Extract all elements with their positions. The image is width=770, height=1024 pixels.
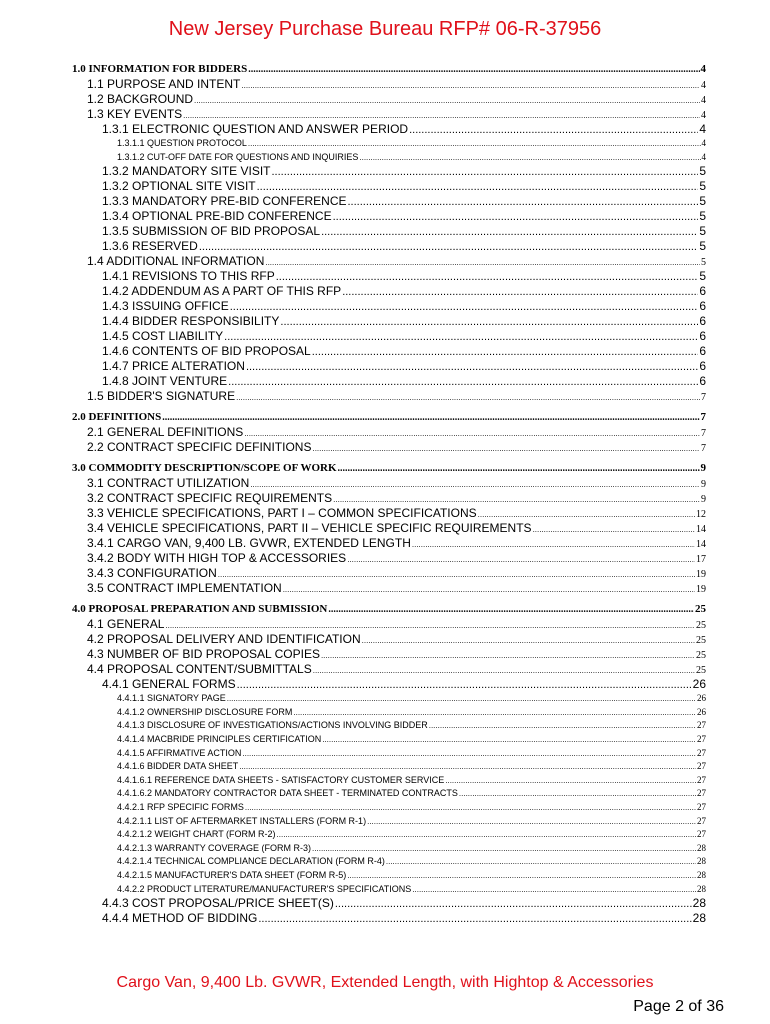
toc-entry-page: 12	[696, 509, 706, 521]
toc-entry	[72, 164, 706, 179]
toc-leader-dots	[347, 869, 696, 883]
toc-entry	[72, 551, 706, 566]
toc-entry	[72, 883, 706, 897]
toc-entry-page: 5	[699, 224, 706, 239]
toc-entry-page: 4	[701, 110, 706, 121]
toc-leader-dots	[165, 618, 695, 632]
toc-entry	[72, 389, 706, 404]
toc-entry-label: 2.1 GENERAL DEFINITIONS	[87, 425, 244, 440]
toc-leader-dots	[239, 760, 696, 774]
toc-entry	[72, 869, 706, 883]
toc-entry-label: 3.5 CONTRACT IMPLEMENTATION	[87, 581, 282, 596]
toc-entry-label: 1.3.1 ELECTRONIC QUESTION AND ANSWER PERIOD	[102, 122, 409, 136]
toc-entry-label: 4.4.1.3 DISCLOSURE OF INVESTIGATIONS/ACTIONS INVOLVING BIDDER	[117, 720, 428, 731]
toc-entry-page: 26	[697, 706, 706, 717]
toc-entry-label: 4.4.4 METHOD OF BIDDING	[102, 911, 258, 926]
toc-leader-dots	[283, 582, 695, 596]
toc-entry	[72, 617, 706, 632]
toc-entry-label: 4.4.1.6.1 REFERENCE DATA SHEETS - SATISFACTORY CUSTOMER SERVICE	[117, 774, 445, 785]
toc-entry-label: 4.1 GENERAL	[87, 617, 165, 632]
toc-leader-dots	[241, 78, 700, 92]
toc-entry	[72, 491, 706, 506]
toc-entry-label: 1.4.5 COST LIABILITY	[102, 329, 224, 344]
toc-leader-dots	[246, 360, 698, 374]
toc-entry	[72, 62, 706, 77]
toc-entry-label: 3.2 CONTRACT SPECIFIC REQUIREMENTS	[87, 491, 333, 506]
toc-entry	[72, 647, 706, 662]
toc-entry-label: 4.4.2.1.5 MANUFACTURER'S DATA SHEET (FORM R-5)	[117, 869, 347, 880]
toc-entry-page: 28	[692, 911, 706, 926]
toc-entry-label: 1.5 BIDDER'S SIGNATURE	[87, 389, 236, 404]
toc-entry-label: 1.3.6 RESERVED	[102, 239, 198, 254]
toc-entry-label: 3.1 CONTRACT UTILIZATION	[87, 476, 250, 491]
toc-entry-label: 1.4.6 CONTENTS OF BID PROPOSAL	[102, 344, 311, 359]
toc-entry-page: 27	[697, 774, 706, 785]
toc-leader-dots	[250, 477, 700, 491]
toc-leader-dots	[313, 663, 695, 677]
toc-entry-page: 6	[699, 359, 706, 374]
toc-entry-page: 25	[695, 603, 706, 616]
toc-entry-page: 4	[701, 95, 706, 106]
toc-entry-page: 28	[697, 883, 706, 894]
toc-entry-label: 1.2 BACKGROUND	[87, 92, 194, 106]
toc-leader-dots	[322, 733, 696, 747]
toc-entry-label: 4.4.2.2 PRODUCT LITERATURE/MANUFACTURER'S SPECIFICATIONS	[117, 883, 412, 894]
toc-entry-label: 1.4.8 JOINT VENTURE	[102, 374, 228, 389]
toc-leader-dots	[277, 828, 696, 842]
toc-entry-label: 1.3 KEY EVENTS	[87, 107, 183, 121]
toc-leader-dots	[224, 330, 698, 344]
toc-entry	[72, 774, 706, 788]
toc-entry	[72, 77, 706, 92]
toc-entry	[72, 692, 706, 706]
toc-entry-page: 5	[699, 269, 706, 284]
toc-entry-page: 27	[697, 733, 706, 744]
toc-leader-dots	[445, 774, 696, 788]
toc-entry	[72, 194, 706, 209]
toc-entry	[72, 107, 706, 122]
toc-leader-dots	[362, 633, 695, 647]
toc-entry	[72, 662, 706, 677]
toc-entry-label: 1.3.1.2 CUT-OFF DATE FOR QUESTIONS AND INQUIRIES	[117, 151, 359, 162]
toc-entry-page: 5	[699, 239, 706, 254]
toc-entry-label: 3.4.1 CARGO VAN, 9,400 LB. GVWR, EXTENDED LENGTH	[87, 536, 411, 551]
toc-leader-dots	[359, 151, 700, 165]
toc-entry-label: 4.4.1.5 AFFIRMATIVE ACTION	[117, 747, 242, 758]
toc-entry	[72, 344, 706, 359]
toc-entry-label: 3.0 COMMODITY DESCRIPTION/SCOPE OF WORK	[72, 462, 337, 475]
toc-entry-label: 1.4 ADDITIONAL INFORMATION	[87, 254, 265, 269]
toc-entry-page: 4	[701, 80, 706, 91]
toc-entry	[72, 239, 706, 254]
toc-entry-page: 4	[700, 63, 706, 75]
toc-entry-label: 1.4.1 REVISIONS TO THIS RFP	[102, 269, 275, 284]
toc-entry-page: 25	[696, 635, 706, 647]
toc-entry-label: 4.4.2.1.3 WARRANTY COVERAGE (FORM R-3)	[117, 842, 312, 853]
toc-entry	[72, 677, 706, 692]
toc-entry-page: 4	[701, 138, 706, 148]
toc-entry-label: 4.2 PROPOSAL DELIVERY AND IDENTIFICATION	[87, 632, 361, 647]
toc-entry	[72, 209, 706, 224]
toc-entry	[72, 329, 706, 344]
toc-entry-label: 2.0 DEFINITIONS	[72, 411, 162, 424]
toc-entry	[72, 461, 706, 476]
toc-entry-page: 27	[697, 720, 706, 731]
toc-entry-label: 1.3.2 MANDATORY SITE VISIT	[102, 164, 271, 179]
toc-leader-dots	[478, 507, 695, 521]
toc-leader-dots	[199, 240, 698, 254]
toc-entry-label: 3.4.2 BODY WITH HIGH TOP & ACCESSORIES	[87, 551, 347, 566]
toc-entry	[72, 747, 706, 761]
toc-leader-dots	[312, 441, 700, 455]
toc-leader-dots	[412, 883, 696, 897]
toc-entry-page: 4	[699, 122, 706, 136]
toc-entry	[72, 410, 706, 425]
toc-entry-page: 25	[696, 620, 706, 632]
toc-entry	[72, 787, 706, 801]
toc-leader-dots	[276, 270, 699, 284]
toc-entry	[72, 828, 706, 842]
toc-entry	[72, 896, 706, 911]
toc-leader-dots	[265, 255, 700, 269]
toc-entry-page: 26	[692, 677, 706, 692]
toc-leader-dots	[236, 390, 700, 404]
toc-entry-label: 1.3.3 MANDATORY PRE-BID CONFERENCE	[102, 194, 347, 209]
toc-leader-dots	[347, 552, 695, 566]
toc-entry-label: 3.4 VEHICLE SPECIFICATIONS, PART II – VEHICLE SPECIFIC REQUIREMENTS	[87, 521, 532, 536]
page-number: Page 2 of 36	[633, 998, 724, 1015]
toc-leader-dots	[367, 815, 696, 829]
toc-entry	[72, 581, 706, 596]
toc-entry	[72, 314, 706, 329]
document-footer-subtitle: Cargo Van, 9,400 Lb. GVWR, Extended Length, with Hightop & Accessories	[116, 974, 654, 991]
toc-entry-page: 27	[697, 747, 706, 758]
toc-entry-label: 4.4.1 GENERAL FORMS	[102, 677, 236, 692]
toc-entry-page: 19	[696, 584, 706, 596]
toc-entry-label: 4.4.1.1 SIGNATORY PAGE	[117, 693, 226, 704]
toc-entry-page: 9	[700, 462, 706, 475]
toc-entry-page: 7	[701, 392, 706, 404]
toc-leader-dots	[459, 787, 696, 801]
toc-leader-dots	[183, 108, 700, 122]
toc-entry-page: 14	[696, 524, 706, 536]
toc-entry	[72, 299, 706, 314]
toc-entry-label: 4.4 PROPOSAL CONTENT/SUBMITTALS	[87, 662, 312, 677]
toc-entry	[72, 269, 706, 284]
toc-entry	[72, 254, 706, 269]
toc-entry-page: 6	[699, 284, 706, 299]
toc-leader-dots	[242, 747, 696, 761]
toc-leader-dots	[342, 285, 698, 299]
table-of-contents	[72, 62, 706, 926]
toc-entry-page: 28	[697, 842, 706, 853]
toc-leader-dots	[335, 897, 692, 911]
toc-entry-label: 4.4.1.6 BIDDER DATA SHEET	[117, 761, 239, 772]
toc-entry	[72, 92, 706, 107]
toc-entry-page: 6	[699, 344, 706, 359]
toc-entry	[72, 632, 706, 647]
toc-entry-page: 27	[697, 829, 706, 840]
toc-entry-label: 4.4.2.1.2 WEIGHT CHART (FORM R-2)	[117, 829, 276, 840]
toc-entry	[72, 760, 706, 774]
toc-entry-page: 14	[696, 539, 706, 551]
toc-entry-page: 28	[692, 896, 706, 911]
toc-leader-dots	[248, 137, 701, 151]
toc-entry	[72, 842, 706, 856]
toc-entry-label: 4.4.1.2 OWNERSHIP DISCLOSURE FORM	[117, 706, 293, 717]
toc-entry-label: 1.1 PURPOSE AND INTENT	[87, 77, 241, 91]
toc-entry	[72, 151, 706, 165]
toc-leader-dots	[293, 706, 696, 720]
toc-entry-label: 4.4.2.1.4 TECHNICAL COMPLIANCE DECLARATION (FORM R-4)	[117, 856, 385, 867]
toc-entry-label: 3.4.3 CONFIGURATION	[87, 566, 217, 581]
toc-leader-dots	[237, 678, 692, 692]
toc-entry-page: 25	[696, 665, 706, 677]
toc-entry	[72, 440, 706, 455]
toc-leader-dots	[280, 315, 698, 329]
toc-leader-dots	[348, 195, 699, 209]
toc-entry-page: 6	[699, 314, 706, 329]
toc-entry-page: 5	[699, 179, 706, 194]
toc-entry	[72, 706, 706, 720]
toc-entry-label: 4.4.1.4 MACBRIDE PRINCIPLES CERTIFICATION	[117, 733, 322, 744]
toc-entry	[72, 506, 706, 521]
toc-entry	[72, 137, 706, 151]
toc-leader-dots	[244, 426, 700, 440]
toc-entry-label: 4.4.1.6.2 MANDATORY CONTRACTOR DATA SHEET - TERMINATED CONTRACTS	[117, 788, 458, 799]
toc-entry-page: 27	[697, 788, 706, 799]
toc-leader-dots	[227, 692, 696, 706]
toc-entry	[72, 733, 706, 747]
toc-entry-page: 6	[699, 329, 706, 344]
toc-leader-dots	[257, 180, 699, 194]
toc-entry-page: 26	[697, 693, 706, 704]
toc-leader-dots	[409, 123, 698, 137]
toc-entry-label: 4.4.3 COST PROPOSAL/PRICE SHEET(S)	[102, 896, 334, 911]
toc-entry	[72, 284, 706, 299]
toc-entry	[72, 521, 706, 536]
toc-entry-page: 7	[701, 443, 706, 455]
toc-entry	[72, 566, 706, 581]
toc-entry-label: 1.3.4 OPTIONAL PRE-BID CONFERENCE	[102, 209, 332, 224]
toc-entry-page: 5	[701, 257, 706, 269]
toc-leader-dots	[194, 93, 700, 107]
toc-entry	[72, 602, 706, 617]
toc-entry	[72, 719, 706, 733]
toc-entry	[72, 801, 706, 815]
toc-entry-label: 1.3.5 SUBMISSION OF BID PROPOSAL	[102, 224, 321, 239]
toc-entry-label: 4.3 NUMBER OF BID PROPOSAL COPIES	[87, 647, 320, 662]
toc-entry	[72, 359, 706, 374]
toc-entry	[72, 855, 706, 869]
toc-leader-dots	[218, 567, 695, 581]
toc-entry-page: 5	[699, 194, 706, 209]
toc-leader-dots	[321, 225, 698, 239]
toc-leader-dots	[312, 345, 699, 359]
toc-leader-dots	[321, 648, 695, 662]
toc-leader-dots	[412, 537, 695, 551]
toc-entry-page: 17	[696, 554, 706, 566]
toc-entry-page: 4	[701, 151, 706, 162]
toc-entry-page: 5	[699, 209, 706, 224]
toc-entry	[72, 425, 706, 440]
toc-entry-label: 4.4.2.1 RFP SPECIFIC FORMS	[117, 801, 244, 812]
toc-entry-label: 1.4.3 ISSUING OFFICE	[102, 299, 229, 314]
toc-entry-label: 1.4.4 BIDDER RESPONSIBILITY	[102, 314, 280, 329]
toc-entry-page: 25	[696, 650, 706, 662]
toc-entry	[72, 122, 706, 137]
toc-entry-page: 7	[700, 411, 706, 424]
toc-entry	[72, 476, 706, 491]
toc-leader-dots	[245, 801, 696, 815]
toc-entry-page: 6	[699, 299, 706, 314]
toc-entry-label: 1.4.2 ADDENDUM AS A PART OF THIS RFP	[102, 284, 342, 299]
toc-entry-page: 9	[701, 494, 706, 506]
toc-leader-dots	[338, 461, 700, 476]
toc-leader-dots	[162, 410, 699, 425]
toc-leader-dots	[333, 210, 699, 224]
toc-entry-page: 28	[697, 856, 706, 867]
toc-entry-page: 6	[699, 374, 706, 389]
toc-entry	[72, 374, 706, 389]
toc-entry-page: 9	[701, 479, 706, 491]
toc-leader-dots	[230, 300, 699, 314]
toc-entry-label: 4.4.2.1.1 LIST OF AFTERMARKET INSTALLERS (FORM R-1)	[117, 815, 367, 826]
toc-entry-page: 27	[697, 815, 706, 826]
toc-leader-dots	[386, 855, 696, 869]
toc-leader-dots	[248, 62, 699, 77]
toc-entry-page: 27	[697, 761, 706, 772]
toc-entry-label: 1.0 INFORMATION FOR BIDDERS	[72, 63, 248, 75]
toc-entry-label: 1.4.7 PRICE ALTERATION	[102, 359, 245, 374]
toc-entry-label: 1.3.1.1 QUESTION PROTOCOL	[117, 138, 247, 148]
toc-leader-dots	[333, 492, 700, 506]
toc-entry	[72, 224, 706, 239]
toc-entry	[72, 536, 706, 551]
toc-entry-page: 28	[697, 869, 706, 880]
toc-leader-dots	[272, 165, 699, 179]
toc-entry-page: 7	[701, 428, 706, 440]
toc-leader-dots	[312, 842, 696, 856]
document-header-title: New Jersey Purchase Bureau RFP# 06-R-37956	[168, 18, 602, 40]
toc-entry	[72, 815, 706, 829]
toc-leader-dots	[228, 375, 698, 389]
toc-entry	[72, 911, 706, 926]
toc-entry-label: 2.2 CONTRACT SPECIFIC DEFINITIONS	[87, 440, 312, 455]
toc-entry	[72, 179, 706, 194]
toc-entry-label: 4.0 PROPOSAL PREPARATION AND SUBMISSION	[72, 603, 328, 616]
toc-leader-dots	[328, 602, 694, 617]
toc-leader-dots	[429, 719, 696, 733]
toc-entry-label: 1.3.2 OPTIONAL SITE VISIT	[102, 179, 256, 194]
toc-entry-label: 3.3 VEHICLE SPECIFICATIONS, PART I – COMMON SPECIFICATIONS	[87, 506, 477, 521]
toc-leader-dots	[258, 912, 691, 926]
toc-entry-page: 5	[699, 164, 706, 179]
toc-leader-dots	[533, 522, 695, 536]
toc-entry-page: 19	[696, 569, 706, 581]
toc-entry-page: 27	[697, 801, 706, 812]
